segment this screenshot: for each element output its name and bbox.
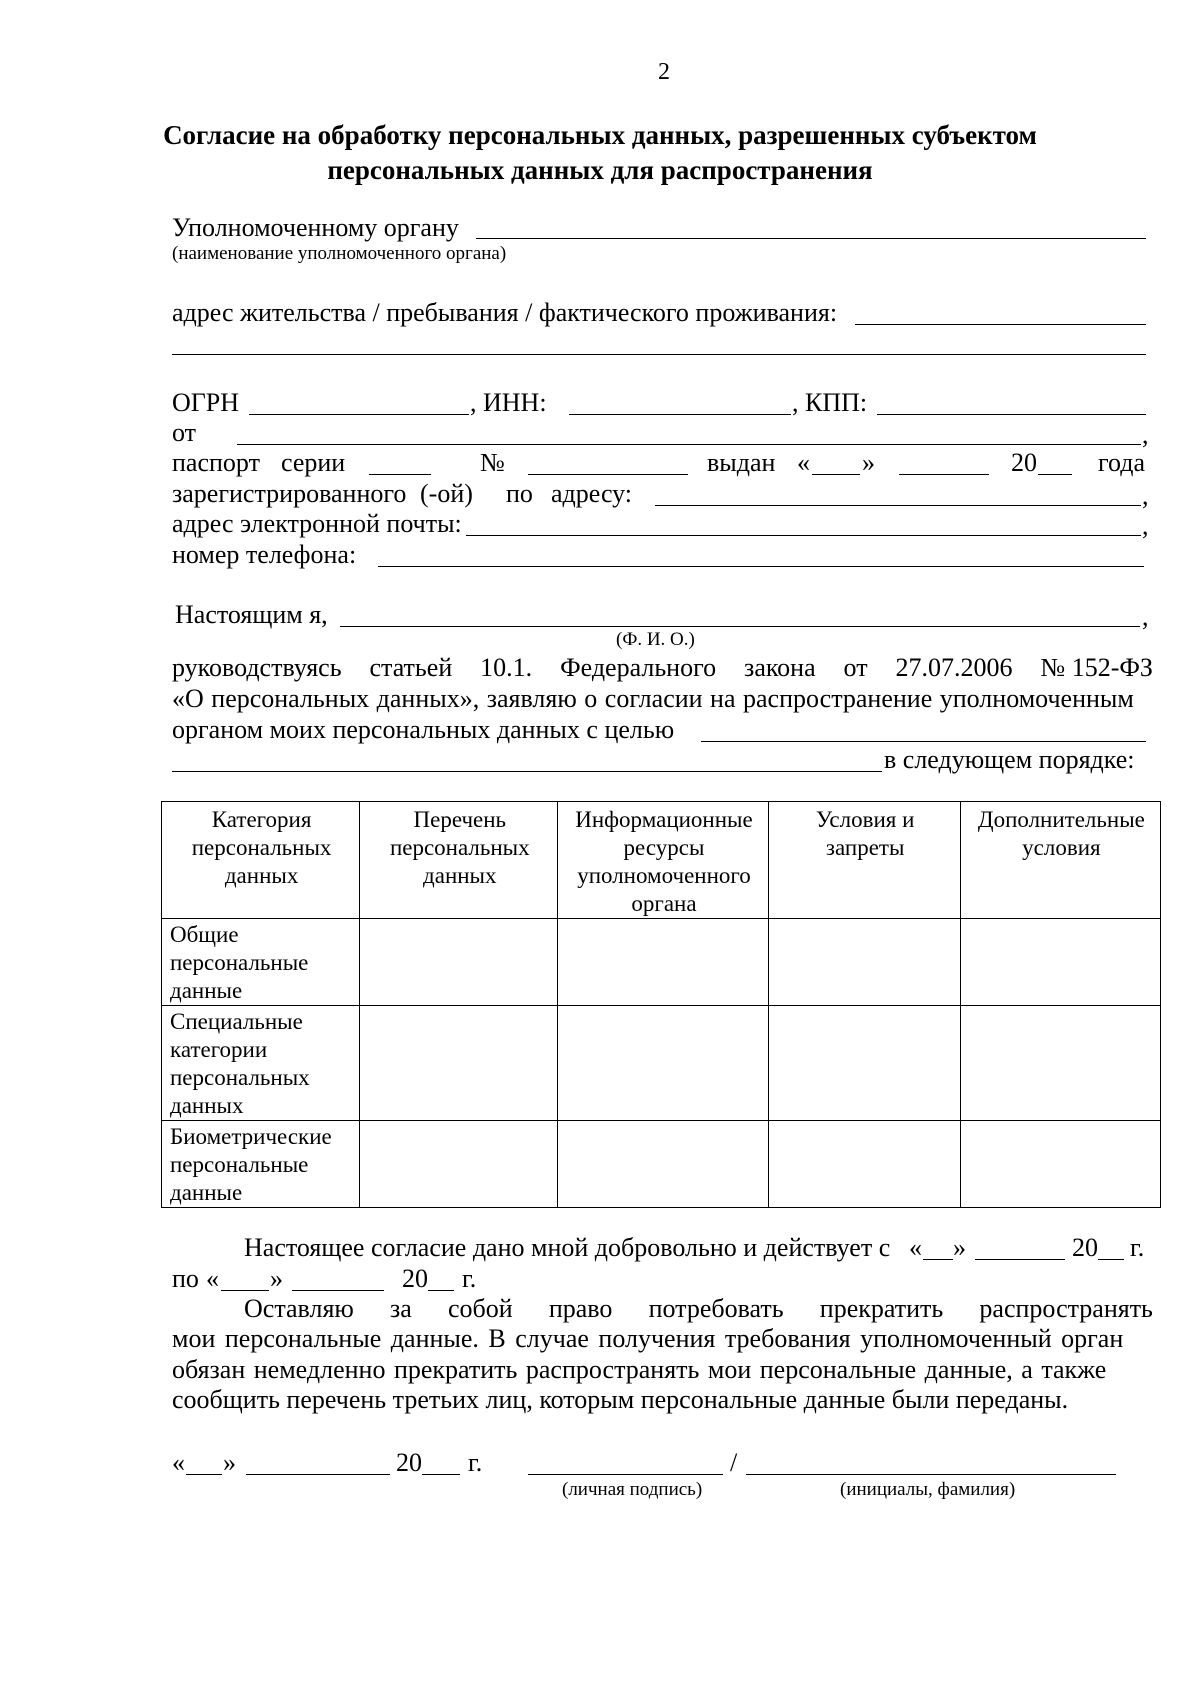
category-line: Общие xyxy=(170,922,239,947)
recipient-label: Уполномоченному органу xyxy=(172,213,459,242)
consent-paragraph-line-3: органом моих персональных данных с целью xyxy=(172,715,675,744)
passport-day-field[interactable] xyxy=(812,474,860,475)
table-cell[interactable] xyxy=(768,1006,960,1121)
header-line: персональных xyxy=(191,835,332,860)
validity-year-suffix: г. xyxy=(1130,1233,1145,1262)
sign-quote-close: » xyxy=(223,1448,236,1477)
passport-year-field[interactable] xyxy=(1038,474,1072,475)
sign-quote-open: « xyxy=(172,1448,185,1477)
category-cell xyxy=(162,919,360,1006)
header-line: Информационные xyxy=(575,807,753,832)
table-row xyxy=(162,919,1161,1006)
revoke-word: потребовать xyxy=(648,1294,784,1323)
table-cell[interactable] xyxy=(768,919,960,1006)
category-line: персональных xyxy=(170,1065,310,1090)
category-line: персональные xyxy=(170,1152,309,1177)
sign-slash: / xyxy=(730,1448,738,1477)
consent-comma: , xyxy=(1142,602,1149,631)
consent-word: Федерального xyxy=(560,653,717,682)
sign-year-suffix: г. xyxy=(468,1448,483,1477)
from-label: от xyxy=(172,418,197,447)
revoke-word: распространять xyxy=(979,1294,1153,1323)
consent-i-label: Настоящим я, xyxy=(175,600,328,629)
table-cell[interactable] xyxy=(960,919,1160,1006)
header-line: органа xyxy=(631,891,697,916)
header-line: Категория xyxy=(211,807,312,832)
from-comma: , xyxy=(1142,420,1149,449)
fio-hint: (Ф. И. О.) xyxy=(616,629,695,650)
registered-comma: , xyxy=(1142,481,1149,510)
signature-hint: (личная подпись) xyxy=(562,1479,703,1500)
passport-number-field[interactable] xyxy=(528,474,688,475)
table-cell[interactable] xyxy=(960,1121,1160,1208)
passport-quote-close: » xyxy=(862,448,875,477)
revoke-line-1 xyxy=(244,1294,1153,1324)
consent-order-label: в следующем порядке: xyxy=(884,745,1135,774)
consent-paragraph-line-1 xyxy=(172,653,1153,683)
table-cell[interactable] xyxy=(558,1121,768,1208)
purpose-field[interactable] xyxy=(701,741,1146,742)
validity-quote-close: » xyxy=(953,1233,966,1262)
header-line: уполномоченного xyxy=(577,863,751,888)
table-cell[interactable] xyxy=(360,1121,558,1208)
passport-number-label: № xyxy=(480,448,505,477)
purpose-field-line-2[interactable] xyxy=(172,771,882,772)
table-cell[interactable] xyxy=(768,1121,960,1208)
validity-to-year-suffix: г. xyxy=(462,1264,477,1293)
registered-word-2: (-ой) xyxy=(420,479,473,508)
phone-label: номер телефона: xyxy=(172,540,357,569)
revoke-word: Оставляю xyxy=(244,1294,354,1323)
category-cell xyxy=(162,1121,360,1208)
title-line-1: Согласие на обработку персональных данных, разрешенных субъектом xyxy=(163,120,1037,150)
registered-word-1: зарегистрированного xyxy=(172,479,407,508)
validity-text: Настоящее согласие дано мной добровольно и действует с xyxy=(244,1233,891,1262)
registered-word-4: адресу: xyxy=(551,479,633,508)
validity-year-prefix: 20 xyxy=(1072,1233,1098,1262)
consent-word: закона xyxy=(744,653,816,682)
from-field[interactable] xyxy=(237,444,1141,445)
category-line: данных xyxy=(170,1093,244,1118)
ogrn-field[interactable] xyxy=(249,414,469,415)
recipient-field[interactable] xyxy=(476,238,1146,239)
passport-quote-open: « xyxy=(797,448,810,477)
validity-from-month-field[interactable] xyxy=(975,1259,1065,1260)
table-header-cell xyxy=(960,802,1160,919)
validity-to-quote-close: » xyxy=(270,1264,283,1293)
revoke-line-4: сообщить перечень третьих лиц, которым персональные данные были переданы. xyxy=(172,1385,1069,1414)
email-label: адрес электронной почты: xyxy=(172,509,462,538)
personal-data-table xyxy=(161,801,1161,1208)
consent-line-text: «О персональных данных», заявляю о согласии на распространение уполномоченным xyxy=(172,684,1134,713)
validity-from-day-field[interactable] xyxy=(923,1259,953,1260)
category-line: Биометрические xyxy=(170,1124,332,1149)
header-line: Перечень xyxy=(413,807,507,832)
passport-series-field[interactable] xyxy=(369,474,431,475)
header-line: ресурсы xyxy=(623,835,705,860)
ogrn-label: ОГРН xyxy=(172,388,240,417)
revoke-word: за xyxy=(390,1294,412,1323)
validity-to-quote-open: « xyxy=(206,1264,219,1293)
header-line: запреты xyxy=(825,835,905,860)
recipient-hint: (наименование уполномоченного органа) xyxy=(172,243,507,264)
fio-field[interactable] xyxy=(340,626,1140,627)
address-label: адрес жительства / пребывания / фактического проживания: xyxy=(172,298,838,327)
sign-year-field[interactable] xyxy=(422,1474,460,1475)
revoke-word: собой xyxy=(447,1294,513,1323)
category-line: данные xyxy=(170,1180,243,1205)
table-cell[interactable] xyxy=(558,1006,768,1121)
table-header-cell xyxy=(162,802,360,919)
validity-to-month-field[interactable] xyxy=(292,1290,384,1291)
consent-word: статьей xyxy=(369,653,453,682)
consent-word: руководствуясь xyxy=(172,653,342,682)
validity-to-year-field[interactable] xyxy=(428,1290,454,1291)
page-title xyxy=(0,118,1200,188)
inn-field[interactable] xyxy=(569,414,791,415)
sign-year-prefix: 20 xyxy=(396,1448,422,1477)
kpp-field[interactable] xyxy=(877,414,1146,415)
name-field[interactable] xyxy=(746,1474,1116,1475)
header-line: Дополнительные xyxy=(977,807,1145,832)
revoke-line-2: мои персональные данные. В случае получения требования уполномоченный орган xyxy=(172,1324,1124,1353)
consent-word: 10.1. xyxy=(480,653,533,682)
consent-word: 27.07.2006 xyxy=(895,653,1013,682)
table-header-row xyxy=(162,802,1161,919)
validity-to-day-field[interactable] xyxy=(221,1290,269,1291)
consent-word: № 152-ФЗ xyxy=(1040,653,1153,682)
category-line: персональные xyxy=(170,950,309,975)
validity-to-prefix: по xyxy=(172,1264,199,1293)
consent-paragraph-line-2 xyxy=(172,684,1153,714)
email-comma: , xyxy=(1142,511,1149,540)
validity-to-year-prefix: 20 xyxy=(402,1264,428,1293)
registered-word-3: по xyxy=(506,479,533,508)
inn-label: , ИНН: xyxy=(470,388,547,417)
email-field[interactable] xyxy=(466,535,1141,536)
passport-label: паспорт xyxy=(172,448,260,477)
name-hint: (инициалы, фамилия) xyxy=(840,1479,1016,1500)
validity-quote-open: « xyxy=(909,1233,922,1262)
revoke-word: прекратить xyxy=(819,1294,944,1323)
revoke-word: право xyxy=(548,1294,613,1323)
signature-field[interactable] xyxy=(528,1474,723,1475)
table-cell[interactable] xyxy=(960,1006,1160,1121)
revoke-line-3: обязан немедленно прекратить распространять мои персональные данные, а также xyxy=(172,1355,1107,1384)
header-line: данных xyxy=(423,863,497,888)
table-row xyxy=(162,1006,1161,1121)
category-line: категории xyxy=(170,1037,268,1062)
address-field[interactable] xyxy=(855,324,1146,325)
passport-month-field[interactable] xyxy=(899,474,989,475)
header-line: данных xyxy=(224,863,299,888)
passport-series-label: серии xyxy=(281,448,346,477)
category-line: данные xyxy=(170,978,243,1003)
table-cell[interactable] xyxy=(360,919,558,1006)
header-line: условия xyxy=(1022,835,1101,860)
address-field-line-2[interactable] xyxy=(172,354,1146,355)
table-header-cell xyxy=(360,802,558,919)
table-header-cell xyxy=(558,802,768,919)
passport-year-prefix: 20 xyxy=(1011,448,1037,477)
header-line: Условия и xyxy=(815,807,915,832)
registered-address-field[interactable] xyxy=(655,505,1141,506)
table-header-cell xyxy=(768,802,960,919)
passport-issued-label: выдан xyxy=(707,448,776,477)
category-cell xyxy=(162,1006,360,1121)
header-line: персональных xyxy=(389,835,530,860)
consent-word: от xyxy=(843,653,868,682)
category-line: Специальные xyxy=(170,1009,303,1034)
page-number: 2 xyxy=(658,59,670,85)
table-row xyxy=(162,1121,1161,1208)
title-line-2: персональных данных для распространения xyxy=(327,155,873,185)
validity-from-year-field[interactable] xyxy=(1098,1259,1124,1260)
sign-month-field[interactable] xyxy=(246,1474,390,1475)
kpp-label: , КПП: xyxy=(792,388,868,417)
table-cell[interactable] xyxy=(558,919,768,1006)
phone-field[interactable] xyxy=(378,566,1144,567)
passport-year-word: года xyxy=(1098,448,1146,477)
sign-day-field[interactable] xyxy=(186,1474,222,1475)
table-cell[interactable] xyxy=(360,1006,558,1121)
